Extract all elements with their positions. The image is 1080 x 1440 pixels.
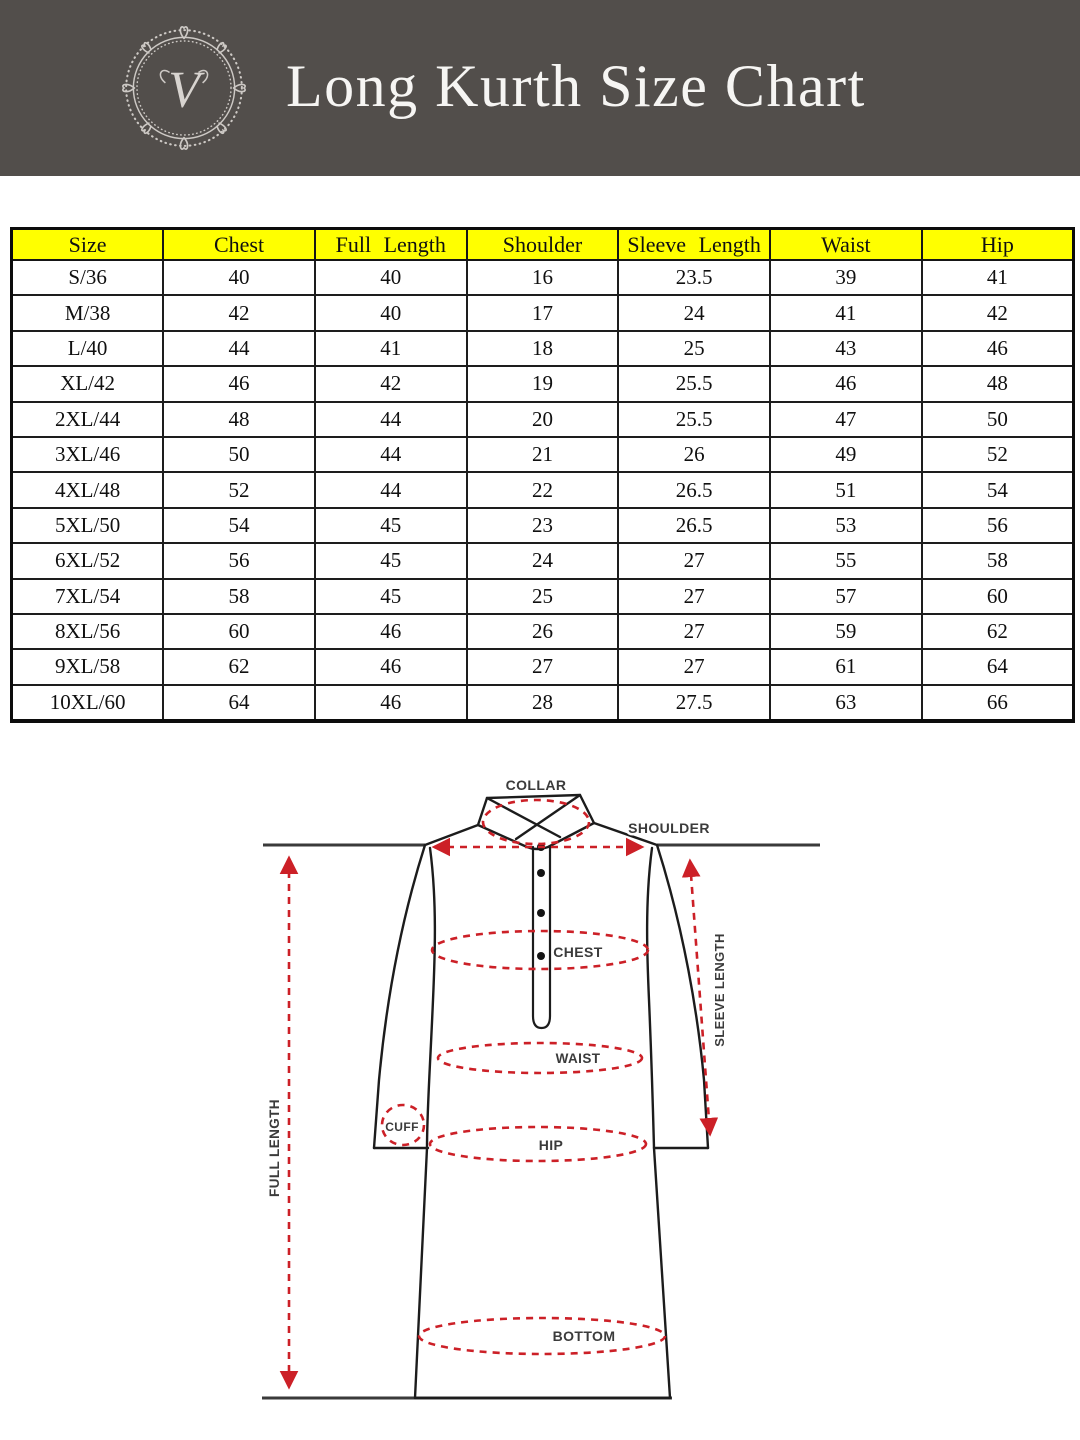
value-cell: 25 [618,331,770,366]
value-cell: 48 [163,402,315,437]
value-cell: 25.5 [618,402,770,437]
placket-buttons [537,843,545,960]
value-cell: 46 [315,685,467,721]
value-cell: 27 [467,649,619,684]
value-cell: 54 [922,472,1074,507]
value-cell: 52 [163,472,315,507]
column-header: Chest [163,229,315,261]
value-cell: 17 [467,295,619,330]
value-cell: 46 [315,614,467,649]
size-cell: M/38 [12,295,164,330]
size-cell: 7XL/54 [12,579,164,614]
kurta-measurement-diagram [0,740,1080,1440]
header-banner [0,0,1080,176]
measurement-marks [289,800,710,1387]
label-bottom: BOTTOM [552,1328,616,1344]
right-body-edge [647,848,670,1398]
value-cell: 57 [770,579,922,614]
value-cell: 44 [163,331,315,366]
label-chest: CHEST [553,944,603,960]
value-cell: 52 [922,437,1074,472]
value-cell: 40 [315,295,467,330]
chest-ellipse [432,931,648,969]
value-cell: 19 [467,366,619,401]
value-cell: 39 [770,260,922,295]
value-cell: 46 [315,649,467,684]
value-cell: 24 [618,295,770,330]
value-cell: 27.5 [618,685,770,721]
value-cell: 27 [618,649,770,684]
label-hip: HIP [538,1137,564,1153]
size-cell: 4XL/48 [12,472,164,507]
value-cell: 54 [163,508,315,543]
value-cell: 51 [770,472,922,507]
value-cell: 28 [467,685,619,721]
value-cell: 20 [467,402,619,437]
brand-logo-icon [122,26,246,150]
value-cell: 45 [315,579,467,614]
value-cell: 56 [163,543,315,578]
value-cell: 47 [770,402,922,437]
brand-logo [122,26,246,150]
kurta-outline [374,795,708,1398]
value-cell: 27 [618,543,770,578]
value-cell: 49 [770,437,922,472]
value-cell: 40 [315,260,467,295]
column-header: Waist [770,229,922,261]
value-cell: 58 [163,579,315,614]
page-title: Long Kurth Size Chart [286,52,866,119]
size-cell: L/40 [12,331,164,366]
value-cell: 21 [467,437,619,472]
value-cell: 26 [467,614,619,649]
size-cell: 9XL/58 [12,649,164,684]
table-row [12,614,1074,649]
value-cell: 23 [467,508,619,543]
value-cell: 55 [770,543,922,578]
table-row [12,402,1074,437]
size-cell: 5XL/50 [12,508,164,543]
value-cell: 42 [922,295,1074,330]
value-cell: 56 [922,508,1074,543]
value-cell: 44 [315,437,467,472]
table-row [12,685,1074,721]
table-row [12,437,1074,472]
value-cell: 43 [770,331,922,366]
value-cell: 26.5 [618,508,770,543]
table-row [12,543,1074,578]
value-cell: 27 [618,579,770,614]
value-cell: 23.5 [618,260,770,295]
size-cell: 8XL/56 [12,614,164,649]
table-row [12,295,1074,330]
table-row [12,649,1074,684]
value-cell: 61 [770,649,922,684]
value-cell: 41 [770,295,922,330]
value-cell: 26.5 [618,472,770,507]
size-chart-table-body [12,260,1074,721]
value-cell: 64 [922,649,1074,684]
size-cell: S/36 [12,260,164,295]
table-row [12,331,1074,366]
value-cell: 46 [770,366,922,401]
size-chart-table [10,227,1075,723]
value-cell: 53 [770,508,922,543]
size-cell: XL/42 [12,366,164,401]
bottom-ellipse [419,1318,665,1354]
label-waist: WAIST [555,1051,601,1066]
label-sleeve-length: SLEEVE LENGTH [712,933,727,1047]
size-cell: 10XL/60 [12,685,164,721]
value-cell: 58 [922,543,1074,578]
label-full-length: FULL LENGTH [267,1099,282,1197]
value-cell: 44 [315,472,467,507]
value-cell: 18 [467,331,619,366]
value-cell: 60 [163,614,315,649]
value-cell: 25.5 [618,366,770,401]
value-cell: 42 [315,366,467,401]
value-cell: 48 [922,366,1074,401]
size-chart-table-head [12,229,1074,261]
value-cell: 62 [163,649,315,684]
value-cell: 63 [770,685,922,721]
column-header: Sleeve Length [618,229,770,261]
value-cell: 27 [618,614,770,649]
value-cell: 40 [163,260,315,295]
value-cell: 66 [922,685,1074,721]
reference-lines [262,845,820,1398]
value-cell: 41 [922,260,1074,295]
value-cell: 46 [163,366,315,401]
value-cell: 50 [163,437,315,472]
value-cell: 60 [922,579,1074,614]
value-cell: 25 [467,579,619,614]
value-cell: 62 [922,614,1074,649]
label-cuff: CUFF [385,1120,419,1134]
value-cell: 44 [315,402,467,437]
header-row [12,229,1074,261]
table-row [12,260,1074,295]
logo-monogram: V [168,61,200,119]
label-collar: COLLAR [505,777,567,793]
left-sleeve-outer [374,845,425,1148]
table-row [12,366,1074,401]
value-cell: 50 [922,402,1074,437]
column-header: Shoulder [467,229,619,261]
table-row [12,472,1074,507]
value-cell: 41 [315,331,467,366]
size-cell: 6XL/52 [12,543,164,578]
waist-ellipse [438,1043,642,1073]
table-row [12,579,1074,614]
value-cell: 45 [315,543,467,578]
size-cell: 2XL/44 [12,402,164,437]
value-cell: 46 [922,331,1074,366]
size-cell: 3XL/46 [12,437,164,472]
column-header: Size [12,229,164,261]
table-row [12,508,1074,543]
column-header: Full Length [315,229,467,261]
value-cell: 22 [467,472,619,507]
value-cell: 26 [618,437,770,472]
value-cell: 59 [770,614,922,649]
column-header: Hip [922,229,1074,261]
label-shoulder: SHOULDER [628,820,710,836]
value-cell: 45 [315,508,467,543]
value-cell: 16 [467,260,619,295]
value-cell: 42 [163,295,315,330]
value-cell: 24 [467,543,619,578]
value-cell: 64 [163,685,315,721]
